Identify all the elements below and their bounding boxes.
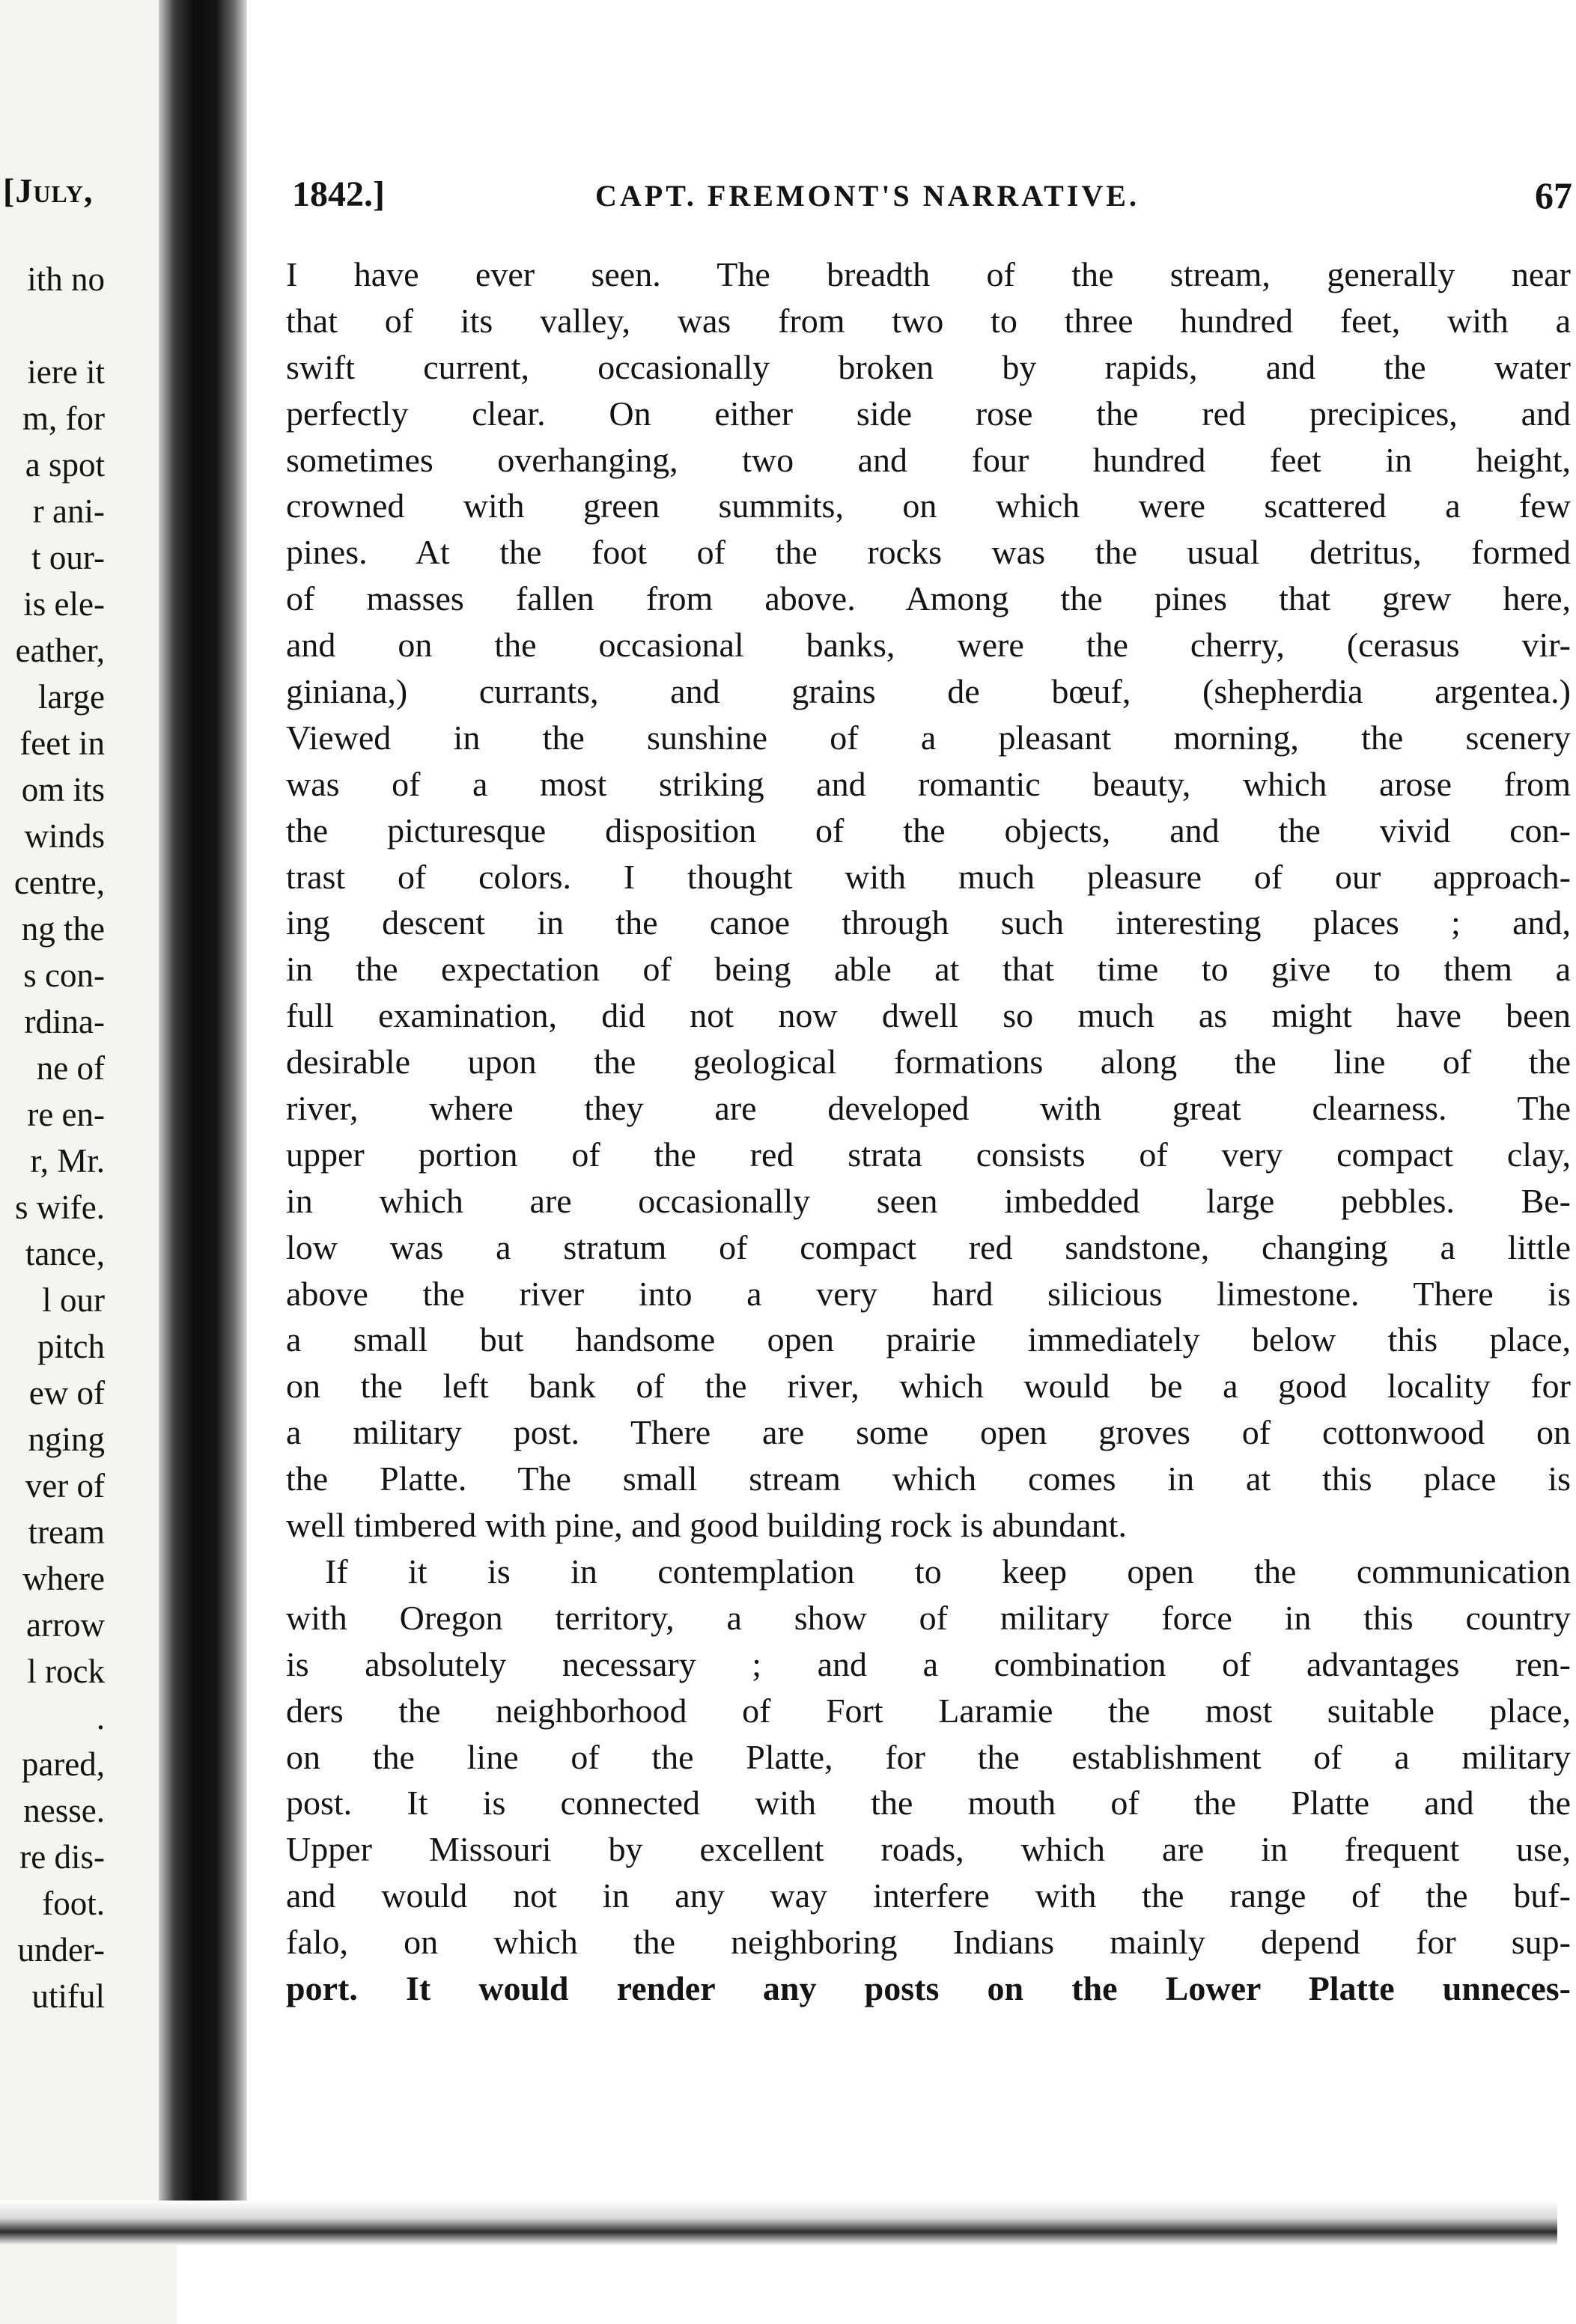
page-number: 67 — [1535, 174, 1572, 216]
left-page-line: iere it — [27, 353, 105, 391]
left-page-line: ne of — [36, 1049, 105, 1087]
text-line: post. It is connected with the mouth of the Platte and the — [286, 1784, 1571, 1823]
text-line: full examination, did not now dwell so much as might have been — [286, 996, 1571, 1035]
left-page-header: [July, — [3, 171, 94, 210]
left-page-line: s con- — [23, 957, 105, 994]
left-page-line — [14, 302, 105, 349]
text-line: a military post. There are some open groves of cottonwood on — [286, 1413, 1571, 1452]
left-page-line: utiful — [31, 1977, 105, 2015]
left-page-line: nging — [28, 1421, 105, 1458]
left-page-line: winds — [24, 817, 105, 855]
text-line: the Platte. The small stream which comes in at this place is — [286, 1460, 1571, 1498]
text-line: sometimes overhanging, two and four hundred feet in height, — [286, 440, 1571, 479]
text-line: falo, on which the neighboring Indians mainly depend for sup- — [286, 1923, 1571, 1962]
text-line: swift current, occasionally broken by rapids, and the water — [286, 347, 1571, 386]
left-page-line: foot. — [42, 1885, 105, 1922]
left-page-line: ith no — [27, 260, 105, 298]
left-page-line: t our- — [31, 539, 105, 576]
left-page-line: r, Mr. — [30, 1142, 105, 1180]
text-line: desirable upon the geological formations along the line of the — [286, 1043, 1571, 1082]
left-page-line: om its — [21, 771, 105, 808]
paragraph-start-line: If it is in contemplation to keep open the communication — [325, 1552, 1571, 1590]
left-page-line: a spot — [25, 446, 105, 484]
text-line: with Oregon territory, a show of military force in this country — [286, 1598, 1571, 1637]
text-line: river, where they are developed with great clearness. The — [286, 1089, 1571, 1128]
text-line: on the line of the Platte, for the establishment of a military — [286, 1737, 1571, 1776]
left-page-line: where — [22, 1560, 105, 1597]
text-line: crowned with green summits, on which were scattered a few — [286, 487, 1571, 525]
running-head — [292, 174, 1576, 226]
left-page-line: re dis- — [19, 1838, 105, 1876]
left-page-line: tance, — [25, 1235, 105, 1272]
main-page — [247, 0, 1572, 2201]
left-page-line: ew of — [28, 1374, 105, 1412]
left-page-line: under- — [17, 1931, 105, 1968]
text-line: giniana,) currants, and grains de bœuf, (shepherdia argentea.) — [286, 672, 1571, 711]
left-page-line: is ele- — [23, 585, 105, 623]
text-line: of masses fallen from above. Among the pines that grew here, — [286, 579, 1571, 618]
left-page-line: s wife. — [15, 1189, 105, 1226]
page-bottom-shadow — [0, 2201, 1557, 2245]
left-page-line: large — [37, 678, 105, 716]
left-page-line: tream — [28, 1513, 105, 1551]
book-gutter-shadow — [159, 0, 247, 2223]
left-page-line: l our — [42, 1281, 105, 1319]
left-page-line: . — [96, 1699, 105, 1736]
text-line: was of a most striking and romantic beauty, which arose from — [286, 764, 1571, 803]
text-line: above the river into a very hard silicious limestone. There is — [286, 1274, 1571, 1313]
text-line: ders the neighborhood of Fort Laramie the most suitable place, — [286, 1691, 1571, 1730]
running-head-title: CAPT. FREMONT'S NARRATIVE. — [595, 179, 1140, 213]
left-page-line: pared, — [21, 1745, 105, 1783]
text-line: the picturesque disposition of the objects, and the vivid con- — [286, 811, 1571, 850]
left-page-line: l rock — [27, 1653, 105, 1690]
left-page-line: re en- — [27, 1096, 105, 1133]
text-line: pines. At the foot of the rocks was the usual detritus, formed — [286, 533, 1571, 572]
left-page-line: r ani- — [32, 492, 105, 530]
left-page-line: nesse. — [23, 1792, 105, 1829]
left-page-line: m, for — [22, 400, 105, 437]
left-page-line: eather, — [15, 632, 105, 669]
text-line: and would not in any way interfere with the range of the buf- — [286, 1876, 1571, 1915]
text-line: well timbered with pine, and good building rock is abundant. — [286, 1506, 1127, 1545]
left-page-line: feet in — [19, 725, 105, 762]
text-line: ing descent in the canoe through such interesting places ; and, — [286, 903, 1571, 942]
text-line: port. It would render any posts on the Lower Platte unneces- — [286, 1968, 1571, 2007]
text-line: in the expectation of being able at that time to give to them a — [286, 950, 1571, 989]
body-text — [286, 251, 1571, 2012]
left-page-line: ver of — [25, 1467, 105, 1504]
text-line: trast of colors. I thought with much pleasure of our approach- — [286, 857, 1571, 896]
text-line: and on the occasional banks, were the cherry, (cerasus vir- — [286, 626, 1571, 665]
left-page-line: pitch — [37, 1328, 105, 1365]
left-page-line: arrow — [26, 1606, 105, 1644]
text-line: that of its valley, was from two to three hundred feet, with a — [286, 301, 1571, 340]
text-line: upper portion of the red strata consists of very compact clay, — [286, 1135, 1571, 1174]
text-line: on the left bank of the river, which would be a good locality for — [286, 1367, 1571, 1406]
text-line: perfectly clear. On either side rose the red precipices, and — [286, 394, 1571, 433]
left-page-text — [14, 256, 105, 2019]
left-page-line: rdina- — [24, 1003, 105, 1040]
text-line: is absolutely necessary ; and a combination of advantages ren- — [286, 1644, 1571, 1683]
left-page-line: centre, — [13, 864, 105, 901]
text-line: low was a stratum of compact red sandstone, changing a little — [286, 1227, 1571, 1266]
text-line: Upper Missouri by excellent roads, which are in frequent use, — [286, 1830, 1571, 1869]
text-line: a small but handsome open prairie immediately below this place, — [286, 1320, 1571, 1359]
running-head-year: 1842.] — [292, 174, 385, 214]
left-page-line: ng the — [21, 910, 105, 948]
text-line: in which are occasionally seen imbedded large pebbles. Be- — [286, 1181, 1571, 1220]
text-line: I have ever seen. The breadth of the stream, generally near — [286, 255, 1571, 293]
text-line: Viewed in the sunshine of a pleasant morning, the scenery — [286, 718, 1571, 757]
left-facing-page — [0, 0, 177, 2324]
